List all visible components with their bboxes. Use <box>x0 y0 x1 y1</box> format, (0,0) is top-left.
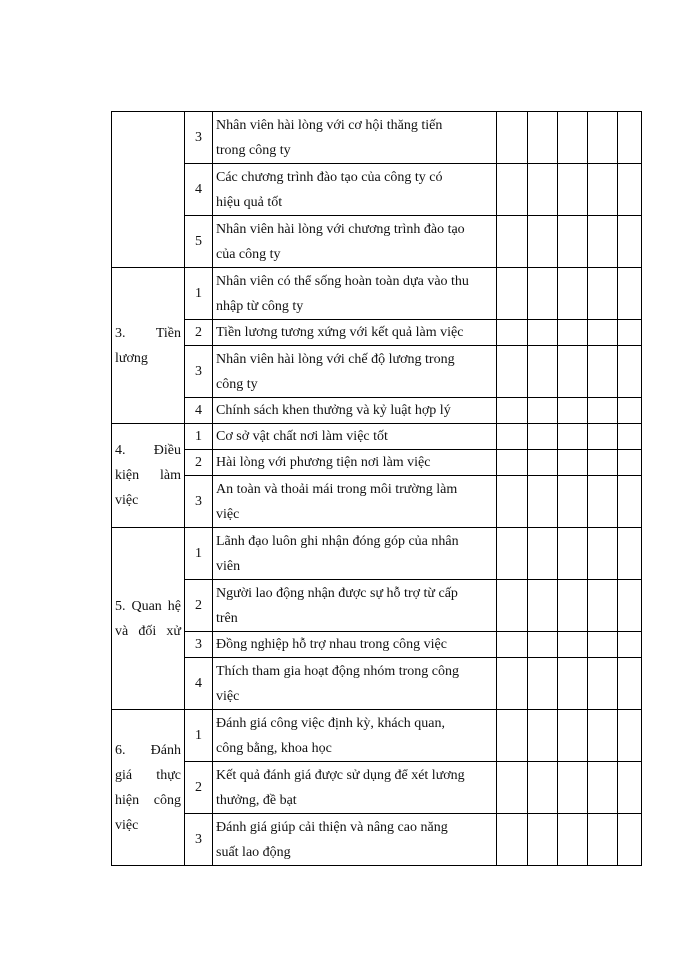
rating-cell[interactable] <box>618 346 642 398</box>
statement-line: Đánh giá giúp cải thiện và nâng cao năng <box>216 819 448 835</box>
statement-line: Đồng nghiệp hỗ trợ nhau trong công việc <box>216 637 447 652</box>
statement-line: trong công ty <box>216 142 291 158</box>
rating-cell[interactable] <box>558 762 588 814</box>
rating-cell[interactable] <box>588 164 618 216</box>
rating-cell[interactable] <box>588 476 618 528</box>
item-statement <box>213 710 497 762</box>
table-row <box>112 476 642 528</box>
statement-line: Đánh giá công việc định kỳ, khách quan, <box>216 715 445 731</box>
group-label-cell <box>112 424 185 528</box>
item-number: 3 <box>185 814 213 866</box>
rating-cell[interactable] <box>588 320 618 346</box>
statement-line: suất lao động <box>216 844 291 860</box>
rating-cell[interactable] <box>588 216 618 268</box>
rating-cell[interactable] <box>528 710 558 762</box>
item-number: 1 <box>185 710 213 762</box>
rating-cell[interactable] <box>618 424 642 450</box>
rating-cell[interactable] <box>618 762 642 814</box>
group-label-line: hiện công <box>115 792 181 808</box>
rating-cell[interactable] <box>588 762 618 814</box>
rating-cell[interactable] <box>558 580 588 632</box>
group-label-line: và đối xử <box>115 623 181 639</box>
rating-cell[interactable] <box>497 164 528 216</box>
item-statement <box>213 580 497 632</box>
rating-cell[interactable] <box>588 398 618 424</box>
rating-cell[interactable] <box>618 528 642 580</box>
rating-cell[interactable] <box>588 710 618 762</box>
rating-cell[interactable] <box>497 710 528 762</box>
group-label-line: 6. Đánh <box>115 742 181 758</box>
rating-cell[interactable] <box>528 424 558 450</box>
item-number: 3 <box>185 346 213 398</box>
rating-cell[interactable] <box>528 632 558 658</box>
item-number: 4 <box>185 164 213 216</box>
table-row <box>112 580 642 632</box>
rating-cell[interactable] <box>558 164 588 216</box>
rating-cell[interactable] <box>497 632 528 658</box>
rating-cell[interactable] <box>558 424 588 450</box>
rating-cell[interactable] <box>588 658 618 710</box>
rating-cell[interactable] <box>528 658 558 710</box>
item-statement <box>213 268 497 320</box>
item-number: 2 <box>185 320 213 346</box>
item-number: 2 <box>185 580 213 632</box>
item-number: 5 <box>185 216 213 268</box>
item-number: 3 <box>185 112 213 164</box>
rating-cell[interactable] <box>618 710 642 762</box>
rating-cell[interactable] <box>558 346 588 398</box>
rating-cell[interactable] <box>618 476 642 528</box>
item-statement <box>213 320 497 346</box>
item-statement <box>213 450 497 476</box>
rating-cell[interactable] <box>558 658 588 710</box>
rating-cell[interactable] <box>558 398 588 424</box>
table-row <box>112 762 642 814</box>
statement-line: hiệu quả tốt <box>216 194 283 210</box>
rating-cell[interactable] <box>528 580 558 632</box>
rating-cell[interactable] <box>528 164 558 216</box>
table-row <box>112 398 642 424</box>
statement-line: Các chương trình đào tạo của công ty có <box>216 169 443 185</box>
rating-cell[interactable] <box>588 528 618 580</box>
group-label-line: giá thực <box>115 767 181 783</box>
group-label-cell <box>112 112 185 268</box>
rating-cell[interactable] <box>558 216 588 268</box>
rating-cell[interactable] <box>497 398 528 424</box>
rating-cell[interactable] <box>497 450 528 476</box>
rating-cell[interactable] <box>528 346 558 398</box>
rating-cell[interactable] <box>558 632 588 658</box>
table-row <box>112 814 642 866</box>
group-label-line: việc <box>115 817 139 833</box>
rating-cell[interactable] <box>528 476 558 528</box>
rating-cell[interactable] <box>588 112 618 164</box>
rating-cell[interactable] <box>528 320 558 346</box>
rating-cell[interactable] <box>528 216 558 268</box>
statement-line: của công ty <box>216 246 281 262</box>
rating-cell[interactable] <box>558 320 588 346</box>
rating-cell[interactable] <box>497 580 528 632</box>
item-statement <box>213 658 497 710</box>
item-number: 4 <box>185 658 213 710</box>
item-number: 1 <box>185 268 213 320</box>
rating-cell[interactable] <box>528 450 558 476</box>
table-row <box>112 632 642 658</box>
rating-cell[interactable] <box>558 112 588 164</box>
item-statement <box>213 398 497 424</box>
item-statement <box>213 164 497 216</box>
rating-cell[interactable] <box>528 398 558 424</box>
rating-cell[interactable] <box>528 112 558 164</box>
rating-cell[interactable] <box>497 268 528 320</box>
table-row <box>112 528 642 580</box>
group-label-line: việc <box>115 493 139 508</box>
group-label-line: kiện làm <box>115 468 181 483</box>
statement-line: An toàn và thoải mái trong môi trường làm <box>216 481 458 497</box>
group-label-cell <box>112 268 185 424</box>
statement-line: công bằng, khoa học <box>216 740 332 756</box>
item-number: 2 <box>185 450 213 476</box>
statement-line: Lãnh đạo luôn ghi nhận đóng góp của nhân <box>216 533 459 549</box>
rating-cell[interactable] <box>618 580 642 632</box>
rating-cell[interactable] <box>497 216 528 268</box>
group-label-line: 4. Điều <box>115 443 181 458</box>
item-statement <box>213 632 497 658</box>
rating-cell[interactable] <box>618 112 642 164</box>
rating-cell[interactable] <box>528 528 558 580</box>
rating-cell[interactable] <box>588 424 618 450</box>
statement-line: Tiền lương tương xứng với kết quả làm việc <box>216 325 464 340</box>
statement-line: Thích tham gia hoạt động nhóm trong công <box>216 663 460 679</box>
statement-line: thưởng, đề bạt <box>216 792 297 808</box>
statement-line: Nhân viên hài lòng với chế độ lương trong <box>216 351 455 367</box>
rating-cell[interactable] <box>558 450 588 476</box>
statement-line: công ty <box>216 376 258 392</box>
group-label-cell <box>112 528 185 710</box>
rating-cell[interactable] <box>497 814 528 866</box>
item-statement <box>213 528 497 580</box>
rating-cell[interactable] <box>618 632 642 658</box>
item-statement <box>213 814 497 866</box>
statement-line: việc <box>216 506 240 522</box>
rating-cell[interactable] <box>618 814 642 866</box>
rating-cell[interactable] <box>618 268 642 320</box>
rating-cell[interactable] <box>618 164 642 216</box>
statement-line: trên <box>216 610 238 626</box>
rating-cell[interactable] <box>588 814 618 866</box>
rating-cell[interactable] <box>497 762 528 814</box>
table-row <box>112 216 642 268</box>
rating-cell[interactable] <box>618 398 642 424</box>
item-number: 1 <box>185 424 213 450</box>
table-row <box>112 710 642 762</box>
table-row <box>112 424 642 450</box>
rating-cell[interactable] <box>528 814 558 866</box>
statement-line: Nhân viên có thể sống hoàn toàn dựa vào thu <box>216 273 469 289</box>
item-number: 2 <box>185 762 213 814</box>
rating-cell[interactable] <box>558 528 588 580</box>
item-number: 3 <box>185 632 213 658</box>
item-statement <box>213 762 497 814</box>
rating-cell[interactable] <box>588 450 618 476</box>
rating-cell[interactable] <box>588 346 618 398</box>
rating-cell[interactable] <box>497 528 528 580</box>
table-row <box>112 268 642 320</box>
group-label-line: lương <box>115 350 148 366</box>
rating-cell[interactable] <box>497 112 528 164</box>
rating-cell[interactable] <box>558 268 588 320</box>
statement-line: Người lao động nhận được sự hỗ trợ từ cấp <box>216 585 458 601</box>
rating-cell[interactable] <box>558 476 588 528</box>
rating-cell[interactable] <box>497 346 528 398</box>
statement-line: Kết quả đánh giá được sử dụng để xét lương <box>216 767 465 783</box>
rating-cell[interactable] <box>528 762 558 814</box>
group-label-cell <box>112 710 185 866</box>
rating-cell[interactable] <box>528 268 558 320</box>
table-row <box>112 112 642 164</box>
item-statement <box>213 112 497 164</box>
rating-cell[interactable] <box>558 814 588 866</box>
rating-cell[interactable] <box>558 710 588 762</box>
rating-cell[interactable] <box>588 580 618 632</box>
item-statement <box>213 216 497 268</box>
table-row <box>112 320 642 346</box>
rating-cell[interactable] <box>618 658 642 710</box>
rating-cell[interactable] <box>618 450 642 476</box>
survey-table <box>111 111 642 866</box>
table-row <box>112 164 642 216</box>
item-statement <box>213 476 497 528</box>
item-number: 4 <box>185 398 213 424</box>
rating-cell[interactable] <box>497 658 528 710</box>
rating-cell[interactable] <box>497 476 528 528</box>
statement-line: viên <box>216 558 241 574</box>
statement-line: Chính sách khen thưởng và kỷ luật hợp lý <box>216 403 451 418</box>
rating-cell[interactable] <box>618 216 642 268</box>
rating-cell[interactable] <box>497 320 528 346</box>
rating-cell[interactable] <box>588 632 618 658</box>
item-statement <box>213 424 497 450</box>
rating-cell[interactable] <box>618 320 642 346</box>
item-statement <box>213 346 497 398</box>
table-row <box>112 658 642 710</box>
statement-line: Nhân viên hài lòng với chương trình đào tạo <box>216 221 465 237</box>
group-label-line: 3. Tiền <box>115 325 181 341</box>
survey-table-body <box>112 112 642 866</box>
rating-cell[interactable] <box>497 424 528 450</box>
statement-line: Hài lòng với phương tiện nơi làm việc <box>216 455 431 470</box>
statement-line: Nhân viên hài lòng với cơ hội thăng tiến <box>216 117 443 133</box>
rating-cell[interactable] <box>588 268 618 320</box>
table-row <box>112 346 642 398</box>
group-label-line: 5. Quan hệ <box>115 598 181 614</box>
statement-line: Cơ sở vật chất nơi làm việc tốt <box>216 429 388 444</box>
statement-line: nhập từ công ty <box>216 298 304 314</box>
item-number: 3 <box>185 476 213 528</box>
table-row <box>112 450 642 476</box>
statement-line: việc <box>216 688 240 704</box>
item-number: 1 <box>185 528 213 580</box>
